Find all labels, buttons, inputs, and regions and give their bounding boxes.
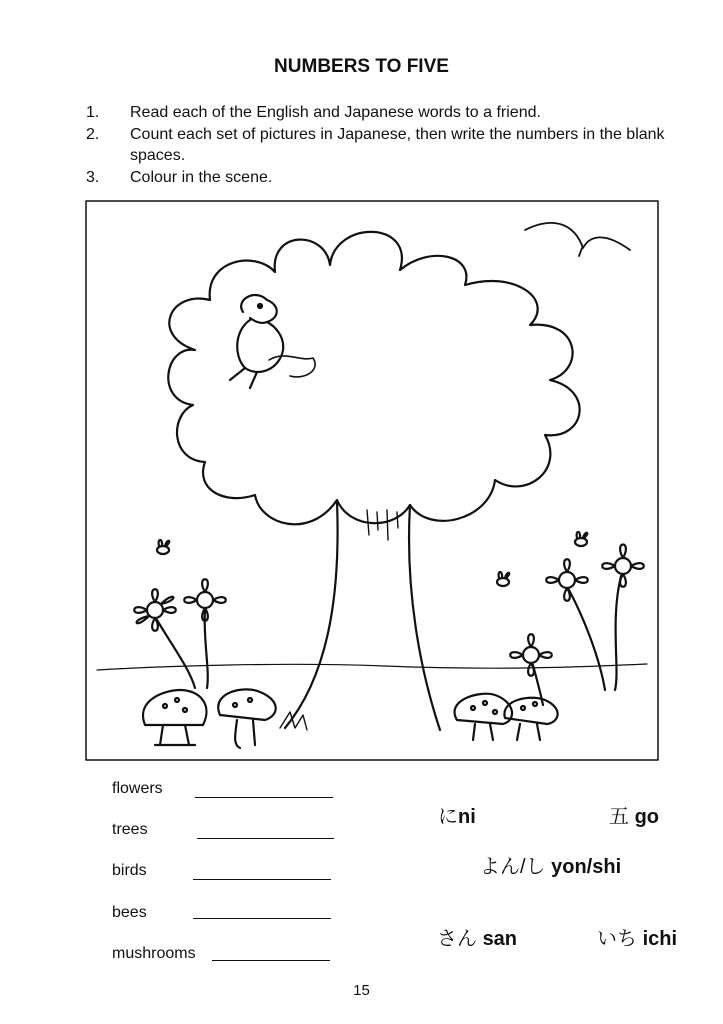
kana: 五 bbox=[609, 806, 629, 828]
word-bees: bees bbox=[112, 904, 147, 921]
bark-lines bbox=[367, 510, 398, 540]
word-flowers: flowers bbox=[112, 780, 163, 797]
tree-canopy-icon bbox=[168, 232, 579, 524]
kana: さん bbox=[437, 928, 477, 950]
japanese-number-go bbox=[609, 800, 659, 829]
flower-icon bbox=[134, 589, 195, 688]
romaji: go bbox=[634, 806, 659, 828]
bee-icon bbox=[575, 532, 587, 546]
flower-icon bbox=[510, 634, 552, 705]
mushroom-icon bbox=[504, 698, 557, 740]
mushroom-icon bbox=[455, 694, 512, 740]
tree-trunk-icon bbox=[285, 502, 440, 730]
flying-bird-icon bbox=[525, 223, 630, 256]
flower-icon bbox=[546, 559, 605, 690]
kana: いち bbox=[597, 928, 637, 950]
japanese-number-ni bbox=[438, 800, 476, 829]
page-title: NUMBERS TO FIVE bbox=[274, 56, 449, 77]
word-birds: birds bbox=[112, 862, 147, 879]
answer-blank-birds[interactable] bbox=[193, 879, 331, 880]
page-number: 15 bbox=[353, 982, 370, 999]
instruction-text: Read each of the English and Japanese words to a friend. bbox=[130, 104, 541, 121]
ground-line bbox=[97, 664, 647, 670]
kana: よん/し bbox=[480, 856, 546, 878]
romaji: san bbox=[482, 928, 518, 950]
bee-icon bbox=[497, 572, 509, 586]
romaji: ni bbox=[458, 806, 476, 828]
japanese-number-ichi bbox=[597, 922, 677, 951]
bee-icon bbox=[157, 540, 169, 554]
flower-icon bbox=[602, 545, 644, 691]
word-trees: trees bbox=[112, 821, 148, 838]
mushroom-icon bbox=[143, 690, 206, 745]
flower-icon bbox=[184, 579, 226, 688]
instruction-number: 2. bbox=[86, 126, 100, 143]
answer-blank-flowers[interactable] bbox=[195, 797, 333, 798]
instruction-text: Colour in the scene. bbox=[130, 169, 273, 186]
kana: に bbox=[438, 806, 458, 828]
instruction-text: Count each set of pictures in Japanese, then write the numbers in the blank spaces. bbox=[130, 126, 665, 164]
japanese-number-yon-shi bbox=[480, 850, 621, 879]
romaji: yon/shi bbox=[551, 856, 622, 878]
answer-blank-mushrooms[interactable] bbox=[212, 960, 330, 961]
scene-frame bbox=[86, 201, 658, 760]
colouring-scene bbox=[85, 200, 659, 761]
answer-blank-trees[interactable] bbox=[197, 838, 334, 839]
japanese-number-san bbox=[437, 922, 517, 951]
mushroom-icon bbox=[218, 689, 275, 748]
romaji: ichi bbox=[642, 928, 678, 950]
instruction-number: 1. bbox=[86, 104, 100, 121]
answer-blank-bees[interactable] bbox=[193, 918, 331, 919]
word-mushrooms: mushrooms bbox=[112, 945, 196, 962]
grass-tuft bbox=[280, 712, 307, 730]
instruction-number: 3. bbox=[86, 169, 100, 186]
bird-icon bbox=[230, 295, 315, 388]
